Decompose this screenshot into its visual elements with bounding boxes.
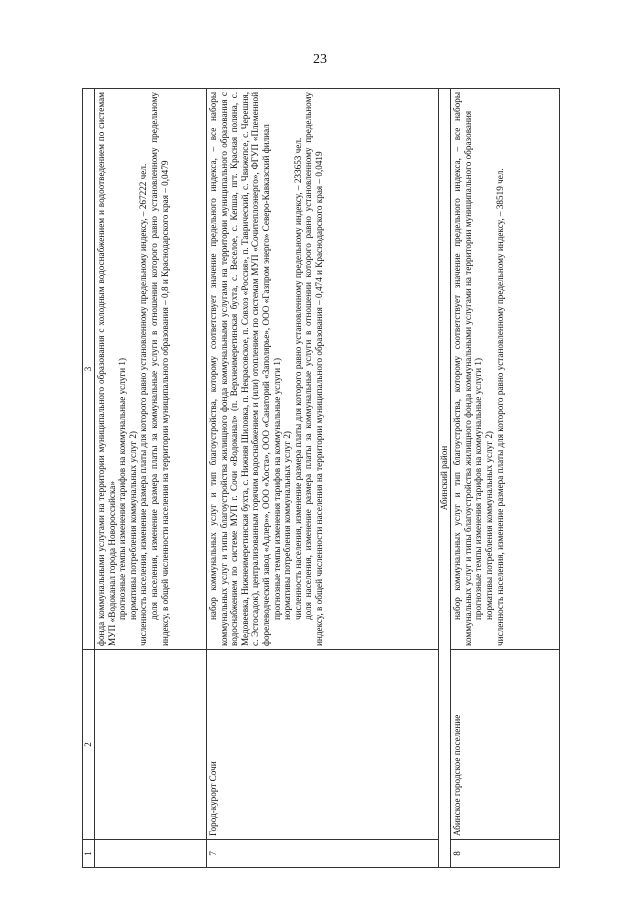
row-8-num: 8 (451, 840, 560, 868)
table-row-8 (451, 89, 560, 868)
row-8-line: численность населения, изменение размера платы для которого равно установленному предельному индексу, – 38519 чел. (494, 168, 505, 646)
table-header-row (83, 89, 95, 868)
row-cont-line: численность населения, изменение размера платы для которого равно установленному предельному индексу, – 267222 чел. (138, 163, 149, 646)
region-row (439, 89, 451, 868)
header-col-2: 2 (83, 650, 95, 840)
header-col-1: 1 (83, 840, 95, 868)
rotated-table-container (82, 88, 560, 868)
row-cont-text (95, 89, 207, 650)
table-row-continued (95, 89, 207, 868)
row-7-text (207, 89, 439, 650)
row-8-name: Абинское городское поселение (451, 650, 560, 840)
row-7-num: 7 (207, 840, 439, 868)
region-title: Абинский район (439, 89, 451, 868)
row-7-line: доля населения, изменение размера платы за коммунальные услуги в отношении которого равно установленному предельному индексу, в общей численности населения на территории муниципального образования – 0,474 и Краснодарского края – 0,0419 (303, 92, 324, 646)
row-8-line: нормативы потребления коммунальных услуг 2) (484, 431, 495, 620)
header-col-3: 3 (83, 89, 95, 650)
row-cont-line: нормативы потребления коммунальных услуг 2) (127, 431, 138, 620)
table-row-7 (207, 89, 439, 868)
row-7-name: Город-курорт Сочи (207, 650, 439, 840)
row-7-line: набор коммунальных услуг и тип благоустройства, которому соответствует значение предельного индекса, – все наборы коммунальных услуг и типы благоустройства жилищного фонда коммунальными услугами на территории муниципального образования с водоснабжением по системе МУП г. Сочи «Водоканал» (п. Верхнеимеретинская бухта, с. Веселое, с. Кепша, пгт. Красная поляна, с. Медовеевка, Нижнеимеретинская бухта, с. Нижняя Шиловка, п. Некрасовское, п. Совхоз «Россия», п. Тавричеcкий, с. Чвижепсе, с. Черешня, с. Эстосадок), централизованным горячим водоснабжением и (или) отоплением по системам МУП «Сочитеплоэнерго», ФГУП «Племенной форелеводческий завод «Адлер»», ООО «Хоста», ООО «Санаторий «Заполярье», ООО «Газпром энерго» Северо-Кавказский филиал (208, 92, 271, 646)
row-8-text (451, 89, 560, 650)
row-cont-line: прогнозные темпы изменения тарифов на коммунальные услуги 1) (117, 357, 128, 620)
rotated-table (82, 88, 560, 868)
row-cont-num (95, 840, 207, 868)
row-8-line: прогнозные темпы изменения тарифов на коммунальные услуги 1) (473, 357, 484, 620)
row-cont-line: фонда коммунальными услугами на территории муниципального образования с холодным водоснабжением и водоотведением по системам МУП «Водоканал города Новороссийска» (96, 92, 117, 646)
row-8-line: набор коммунальных услуг и тип благоустройства, которому соответствует значение предельного индекса, – все наборы коммунальных услуг и типы благоустройства жилищного фонда коммунальными услугами на территории муниципального образования (452, 92, 473, 646)
data-table (82, 88, 560, 868)
row-7-line: прогнозные темпы изменения тарифов на коммунальные услуги 1) (271, 357, 282, 620)
page-number: 23 (313, 52, 327, 67)
row-7-line: численность населения, изменение размера платы для которого равно установленному предельному индексу, – 233653 чел. (292, 137, 303, 620)
row-cont-name (95, 650, 207, 840)
row-7-line: нормативы потребления коммунальных услуг 2) (282, 431, 293, 620)
row-cont-line: доля населения, изменение размера платы за коммунальные услуги в отношении которого равно установленному предельному индексу, в общей численности населения на территории муниципального образования – 0,8 и Краснодарского края – 0,0479 (148, 92, 170, 646)
